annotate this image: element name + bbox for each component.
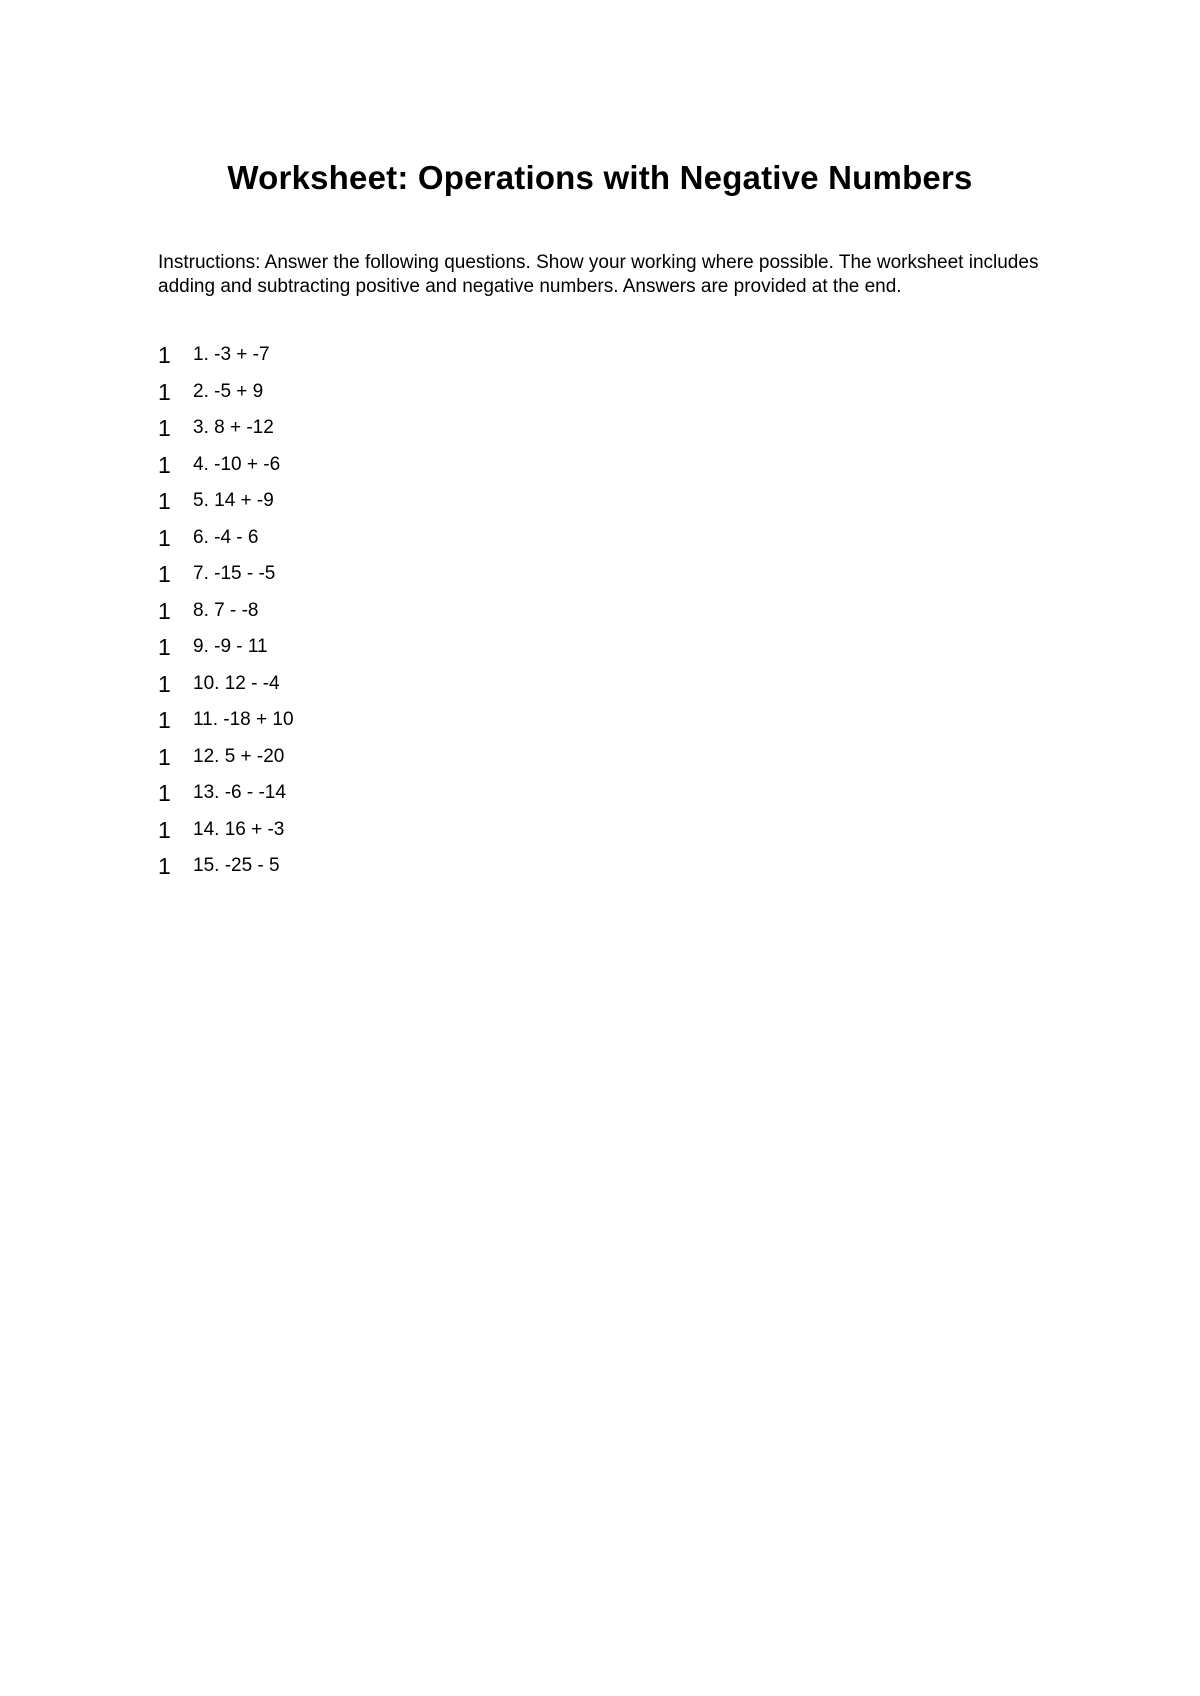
question-item <box>158 374 294 411</box>
question-item <box>158 666 294 703</box>
question-item <box>158 593 294 630</box>
question-marker: 1 <box>158 342 171 369</box>
question-text: 1. -3 + -7 <box>193 344 270 366</box>
question-list <box>158 337 294 885</box>
question-marker: 1 <box>158 415 171 442</box>
question-item <box>158 520 294 557</box>
worksheet-title: Worksheet: Operations with Negative Numbers <box>227 159 973 196</box>
question-text: 12. 5 + -20 <box>193 745 285 767</box>
instructions-text: Instructions: Answer the following questions. Show your working where possible. The worksheet includes adding and subtracting positive and negative numbers. Answers are provided at the end. <box>158 252 1039 297</box>
question-marker: 1 <box>158 743 171 770</box>
question-item <box>158 556 294 593</box>
question-text: 8. 7 - -8 <box>193 599 259 621</box>
question-marker: 1 <box>158 670 171 697</box>
question-marker: 1 <box>158 816 171 843</box>
question-text: 5. 14 + -9 <box>193 490 274 512</box>
question-marker: 1 <box>158 634 171 661</box>
question-text: 10. 12 - -4 <box>193 672 280 694</box>
question-text: 2. -5 + 9 <box>193 380 264 402</box>
question-item <box>158 848 294 885</box>
question-marker: 1 <box>158 378 171 405</box>
question-text: 11. -18 + 10 <box>193 709 294 731</box>
question-item <box>158 483 294 520</box>
question-marker: 1 <box>158 707 171 734</box>
question-marker: 1 <box>158 597 171 624</box>
question-marker: 1 <box>158 524 171 551</box>
question-text: 14. 16 + -3 <box>193 818 285 840</box>
question-item <box>158 447 294 484</box>
question-marker: 1 <box>158 488 171 515</box>
question-item <box>158 702 294 739</box>
question-marker: 1 <box>158 561 171 588</box>
question-item <box>158 410 294 447</box>
question-item <box>158 337 294 374</box>
question-marker: 1 <box>158 451 171 478</box>
question-text: 7. -15 - -5 <box>193 563 276 585</box>
question-text: 9. -9 - 11 <box>193 636 268 658</box>
question-item <box>158 629 294 666</box>
question-item <box>158 739 294 776</box>
question-text: 13. -6 - -14 <box>193 782 286 804</box>
question-text: 4. -10 + -6 <box>193 453 281 475</box>
question-marker: 1 <box>158 853 171 880</box>
question-text: 15. -25 - 5 <box>193 855 280 877</box>
question-text: 6. -4 - 6 <box>193 526 259 548</box>
question-marker: 1 <box>158 780 171 807</box>
question-text: 3. 8 + -12 <box>193 417 274 439</box>
question-item <box>158 812 294 849</box>
question-item <box>158 775 294 812</box>
